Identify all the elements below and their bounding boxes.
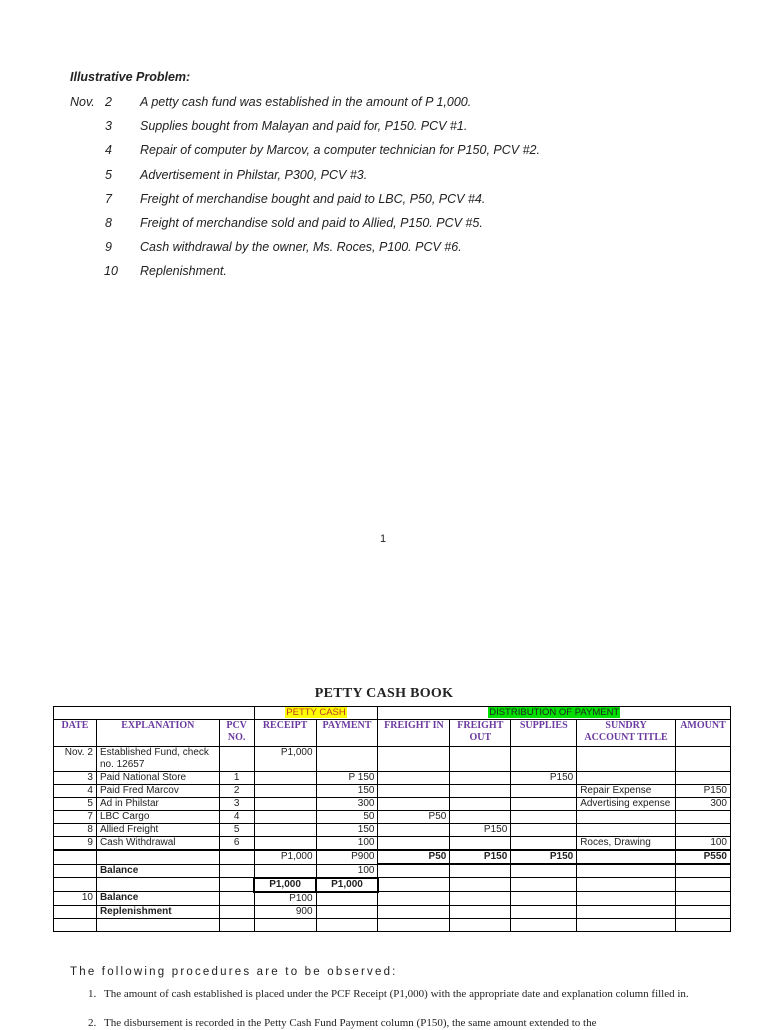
problem-heading: Illustrative Problem: [70,70,191,84]
table-cell [675,918,730,931]
table-cell [254,918,316,931]
table-cell: P50 [378,850,450,864]
table-cell [450,837,511,851]
table-cell [54,878,97,892]
table-cell [378,905,450,918]
table-cell: P1,000 [316,878,378,892]
table-cell [577,918,676,931]
table-cell: P900 [316,850,378,864]
table-row [54,892,731,906]
table-cell [254,864,316,878]
table-cell [577,772,676,785]
table-cell: 2 [219,785,254,798]
table-cell [577,747,676,772]
table-cell [511,864,577,878]
table-cell [219,892,254,906]
table-cell: P150 [450,850,511,864]
petty-cash-book-table [53,706,731,932]
problem-item-text: Repair of computer by Marcov, a computer technician for P150, PCV #2. [140,143,540,158]
column-header: PCV NO. [219,720,254,747]
table-cell: 150 [316,785,378,798]
table-cell [219,878,254,892]
table-cell [219,850,254,864]
table-cell [254,772,316,785]
table-row [54,918,731,931]
table-cell: P1,000 [254,747,316,772]
column-header: AMOUNT [675,720,730,747]
table-cell [378,747,450,772]
table-cell [450,864,511,878]
table-row [54,747,731,772]
table-cell [675,811,730,824]
column-header: FREIGHT OUT [450,720,511,747]
table-cell: 4 [219,811,254,824]
column-header: PAYMENT [316,720,378,747]
table-cell: Roces, Drawing [577,837,676,851]
table-row [54,798,731,811]
table-cell [511,785,577,798]
table-cell [54,918,97,931]
problem-day: 2 [105,95,112,109]
table-cell: P550 [675,850,730,864]
problem-day: 4 [105,143,112,158]
problem-day: 5 [105,167,112,182]
problem-day: 7 [105,191,112,206]
table-cell [96,850,219,864]
table-cell: 900 [254,905,316,918]
table-cell [577,905,676,918]
procedure-number: 2. [88,1017,97,1029]
table-cell: P150 [450,824,511,837]
problem-item-text: Freight of merchandise sold and paid to Allied, P150. PCV #5. [140,216,483,230]
table-cell: Repair Expense [577,785,676,798]
table-row [54,785,731,798]
column-header: FREIGHT IN [378,720,450,747]
table-cell [378,824,450,837]
table-cell [450,798,511,811]
column-header: DATE [54,720,97,747]
table-cell [254,798,316,811]
table-cell [511,905,577,918]
table-cell [450,892,511,906]
table-cell: P 150 [316,772,378,785]
table-cell: P100 [254,892,316,906]
table-cell: Replenishment [96,905,219,918]
table-cell [577,878,676,892]
table-row [54,811,731,824]
table-cell [675,864,730,878]
table-cell: 5 [54,798,97,811]
table-cell [675,772,730,785]
procedures-title: The following procedures are to be observed: [70,966,398,978]
table-cell [675,878,730,892]
table-cell [378,864,450,878]
table-cell: 100 [316,864,378,878]
table-cell [450,747,511,772]
table-cell [96,918,219,931]
table-cell: Paid National Store [96,772,219,785]
problem-item-text: Advertisement in Philstar, P300, PCV #3. [140,167,368,182]
page-number: 1 [380,533,387,545]
problem-item-text: Freight of merchandise bought and paid to LBC, P50, PCV #4. [140,191,486,206]
table-row [54,772,731,785]
distribution-group-label: DISTRIBUTION OF PAYMENT [489,707,620,718]
table-cell [577,892,676,906]
problem-item-text: Replenishment. [140,264,227,279]
table-cell [450,905,511,918]
table-cell [316,918,378,931]
group-header-row [54,707,731,720]
table-cell [511,878,577,892]
table-row [54,878,731,892]
problem-item-text: A petty cash fund was established in the amount of P 1,000. [140,95,472,109]
table-cell [675,824,730,837]
book-title: PETTY CASH BOOK [314,686,454,701]
table-cell: P50 [378,811,450,824]
problem-day: 8 [105,216,112,230]
table-cell [450,878,511,892]
table-cell: Paid Fred Marcov [96,785,219,798]
petty-cash-group-label: PETTY CASH [286,707,346,718]
table-cell: 100 [675,837,730,851]
table-cell [577,850,676,864]
table-cell: 100 [316,837,378,851]
table-cell: 9 [54,837,97,851]
table-cell: LBC Cargo [96,811,219,824]
table-cell [378,837,450,851]
table-cell [254,785,316,798]
table-cell [254,811,316,824]
table-cell [254,837,316,851]
table-cell [316,905,378,918]
table-cell: 5 [219,824,254,837]
table-cell [254,824,316,837]
table-cell [378,798,450,811]
table-cell: Balance [96,864,219,878]
table-cell [219,918,254,931]
table-cell [316,747,378,772]
table-cell [511,811,577,824]
table-cell [450,785,511,798]
table-cell: 8 [54,824,97,837]
table-cell [378,878,450,892]
problem-day: 3 [105,119,112,134]
table-row [54,837,731,851]
column-header: RECEIPT [254,720,316,747]
table-cell [675,747,730,772]
problem-day: 10 [104,264,118,279]
table-cell: Balance [96,892,219,906]
table-cell: 3 [219,798,254,811]
column-header: SUNDRY ACCOUNT TITLE [577,720,676,747]
table-cell [577,811,676,824]
table-cell [378,785,450,798]
table-cell: 300 [316,798,378,811]
table-cell [378,892,450,906]
table-cell [219,864,254,878]
table-cell: P1,000 [254,850,316,864]
table-cell [96,878,219,892]
column-header: EXPLANATION [96,720,219,747]
problem-month: Nov. [70,95,95,109]
table-cell [219,905,254,918]
table-row [54,850,731,864]
table-cell: P150 [675,785,730,798]
table-cell [54,864,97,878]
table-cell: 150 [316,824,378,837]
table-cell [219,747,254,772]
column-header-row [54,720,731,747]
problem-day: 9 [105,240,112,255]
procedure-text: The amount of cash established is placed under the PCF Receipt (P1,000) with the appropriate date and explanation column filled in. [104,988,689,1000]
table-cell [675,905,730,918]
table-cell [577,864,676,878]
table-cell [511,747,577,772]
table-cell: P150 [511,772,577,785]
table-cell [54,905,97,918]
table-cell: 10 [54,892,97,906]
problem-item-text: Cash withdrawal by the owner, Ms. Roces, P100. PCV #6. [140,240,462,255]
table-cell [577,824,676,837]
table-cell [511,798,577,811]
table-cell [316,892,378,906]
table-cell: Allied Freight [96,824,219,837]
table-cell: 50 [316,811,378,824]
table-cell: Established Fund, check no. 12657 [96,747,219,772]
table-cell [511,824,577,837]
table-cell: 300 [675,798,730,811]
table-cell [511,837,577,851]
problem-item-text: Supplies bought from Malayan and paid for, P150. PCV #1. [140,119,468,134]
table-cell [54,850,97,864]
table-cell: Ad in Philstar [96,798,219,811]
procedure-text: The disbursement is recorded in the Petty Cash Fund Payment column (P150), the same amount extended to the [104,1017,597,1029]
table-cell [450,918,511,931]
table-row [54,824,731,837]
table-cell [450,811,511,824]
table-cell: 6 [219,837,254,851]
table-cell [675,892,730,906]
table-cell: Cash Withdrawal [96,837,219,851]
column-header: SUPPLIES [511,720,577,747]
table-cell: Advertising expense [577,798,676,811]
table-cell: P150 [511,850,577,864]
table-cell: Nov. 2 [54,747,97,772]
table-cell: P1,000 [254,878,316,892]
table-cell [511,918,577,931]
table-row [54,864,731,878]
table-cell [511,892,577,906]
table-cell [378,918,450,931]
table-cell: 7 [54,811,97,824]
table-cell: 3 [54,772,97,785]
table-cell [378,772,450,785]
table-body [54,747,731,932]
table-row [54,905,731,918]
table-cell: 1 [219,772,254,785]
procedure-number: 1. [88,988,97,1000]
table-cell: 4 [54,785,97,798]
table-cell [450,772,511,785]
